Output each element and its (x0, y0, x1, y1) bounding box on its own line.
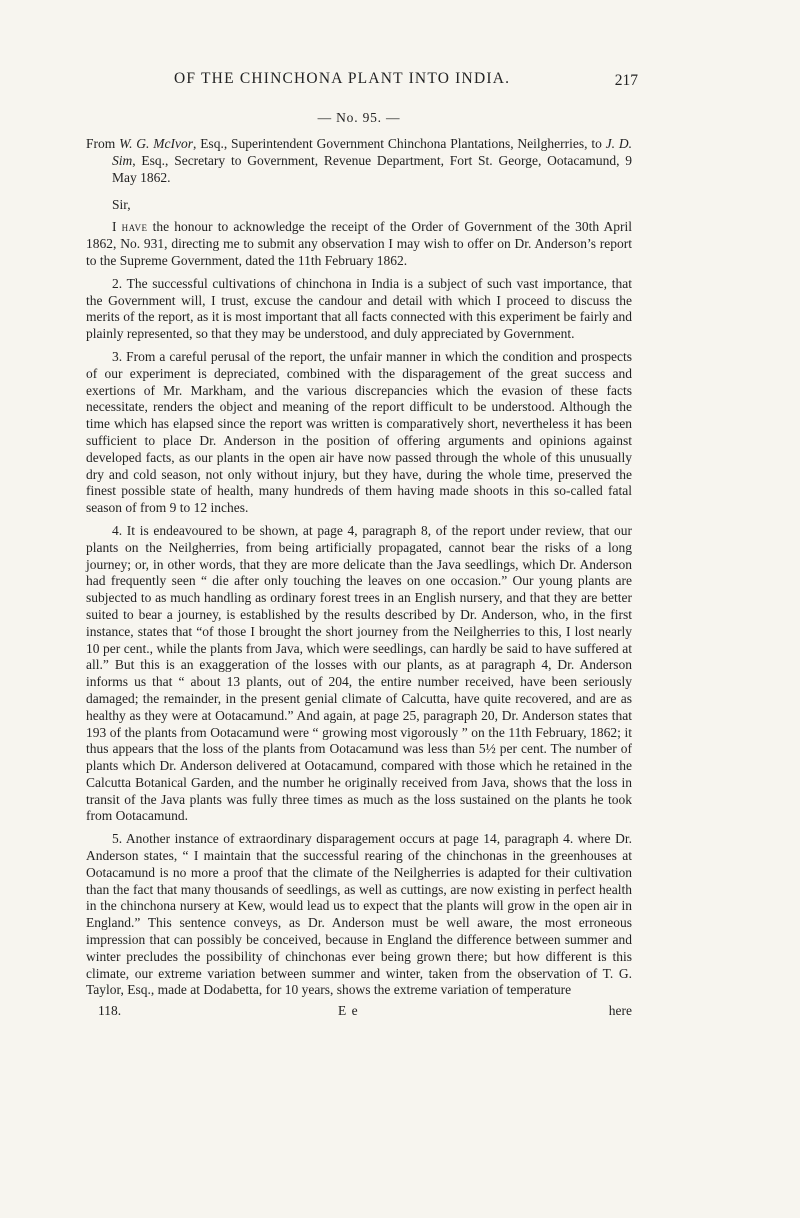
paragraph-1-text: the honour to acknowledge the receipt of the Order of Government of the 30th April 1862, No. 931, directing me to submit any observation I may wish to offer on Dr. Anderson’s report to the Supreme Government, dated the 11th February 1862. (86, 219, 632, 268)
paragraph-4: 4. It is endeavoured to be shown, at page 4, paragraph 8, of the report under review, that our plants on the Neilgherries, from being artificially propagated, cannot bear the risks of a long journey; or, in other words, that they are more delicate than the Java seedlings, which Dr. Anderson had frequently seen “ die after only touching the leaves on one occasion.” Our young plants are subjected to as much handling as ordinary forest trees in an English nursery, and that they are better suited to bear a journey, is established by the results described by Dr. Anderson, who, in the first instance, states that “of those I brought the short journey from the Neilgherries to this, I lost nearly 10 per cent., while the plants from Java, which were seedlings, can hardly be said to have suffered at all.” But this is an exaggeration of the losses with our plants, as at paragraph 4, Dr. Anderson informs us that “ about 13 plants, out of 204, the entire number received, have been seriously damaged; the remainder, in the present genial climate of Calcutta, have quite recovered, and are as healthy as they were at Ootacamund.” And again, at page 25, paragraph 20, Dr. Anderson states that 193 of the plants from Ootacamund were “ growing most vigorously ” on the 11th February, 1862; it thus appears that the loss of the plants from Ootacamund was less than 5½ per cent. The number of plants which Dr. Anderson delivered at Ootacamund, compared with those which he retained in the Calcutta Botanical Garden, and the number he originally received from Java, shows that the loss in transit of the Java plants was fully three times as much as the loss sustained on the plants he took from Ootacamund. (86, 522, 632, 824)
page-number: 217 (614, 72, 638, 89)
paragraph-1-smallcaps: have (121, 219, 148, 235)
paragraph-2: 2. The successful cultivations of chinchona in India is a subject of such vast importance, that the Government will, I trust, excuse the candour and detail with which I proceed to discuss the merits of the report, as it is most important that all facts connected with this experiment be fairly and plainly represented, so that they may be understood, and duly appreciated by Government. (86, 275, 632, 342)
salutation: Sir, (112, 197, 131, 213)
paragraph-1-opening: I (112, 219, 122, 235)
letter-address-block (86, 136, 632, 186)
sheet-signature: E e (338, 1003, 359, 1019)
from-text-2: , Esq., Superintendent Government Chinchona Plantations, Neilgherries, to (192, 136, 606, 151)
document-number: — No. 95. — (317, 110, 401, 125)
document-page (86, 58, 638, 1023)
catchword: here (608, 1003, 632, 1019)
signature-mark: 118. (98, 1003, 122, 1019)
paragraph-5: 5. Another instance of extraordinary disparagement occurs at page 14, paragraph 4. where Dr. Anderson states, “ I maintain that the successful rearing of the chinchonas in the greenhouses at Ootacamund is no more a proof that the climate of the Neilgherries is adapted for their cultivation than the fact that many thousands of seedlings, as well as cuttings, are now existing in perfect health in the chinchona nursery at Kew, would lead us to expect that the plants will grow in the open air in England.” This sentence conveys, as Dr. Anderson must be well aware, the most erroneous impression that can possibly be conceived, because in England the difference between summer and winter precludes the possibility of chinchonas ever being grown there; but how different is this climate, our extreme variation between summer and winter, taken from the observation of T. G. Taylor, Esq., made at Dodabetta, for 10 years, shows the extreme variation of temperature (86, 831, 632, 998)
author-name: W. G. McIvor (119, 136, 193, 151)
paragraph-1 (86, 219, 632, 269)
from-text-1: From (86, 136, 120, 151)
from-text-3: , Esq., Secretary to Government, Revenue Department, Fort St. George, Ootacamund, 9 May 1862. (112, 152, 632, 185)
running-title: OF THE CHINCHONA PLANT INTO INDIA. (174, 70, 511, 87)
running-header (86, 58, 638, 89)
page-footer (86, 1001, 632, 1023)
paragraph-3: 3. From a careful perusal of the report, the unfair manner in which the condition and prospects of our experiment is depreciated, combined with the disparagement of the great success and exertions of Mr. Markham, and the various discrepancies which the evasion of these facts necessitate, renders the object and meaning of the report difficult to be understood. Although the time which has elapsed since the report was written is comparatively short, nevertheless it has been sufficient to place Dr. Anderson in the position of offering arguments and opinions against developed facts, as our plants in the open air have now passed through the whole of this unusually dry and cold season, not only without injury, but they have, during the whole time, preserved the finest possible state of health, many hundreds of them having made shoots in this so-called fatal season of from 9 to 12 inches. (86, 348, 632, 516)
recipient-name: J. D. Sim (112, 136, 632, 168)
